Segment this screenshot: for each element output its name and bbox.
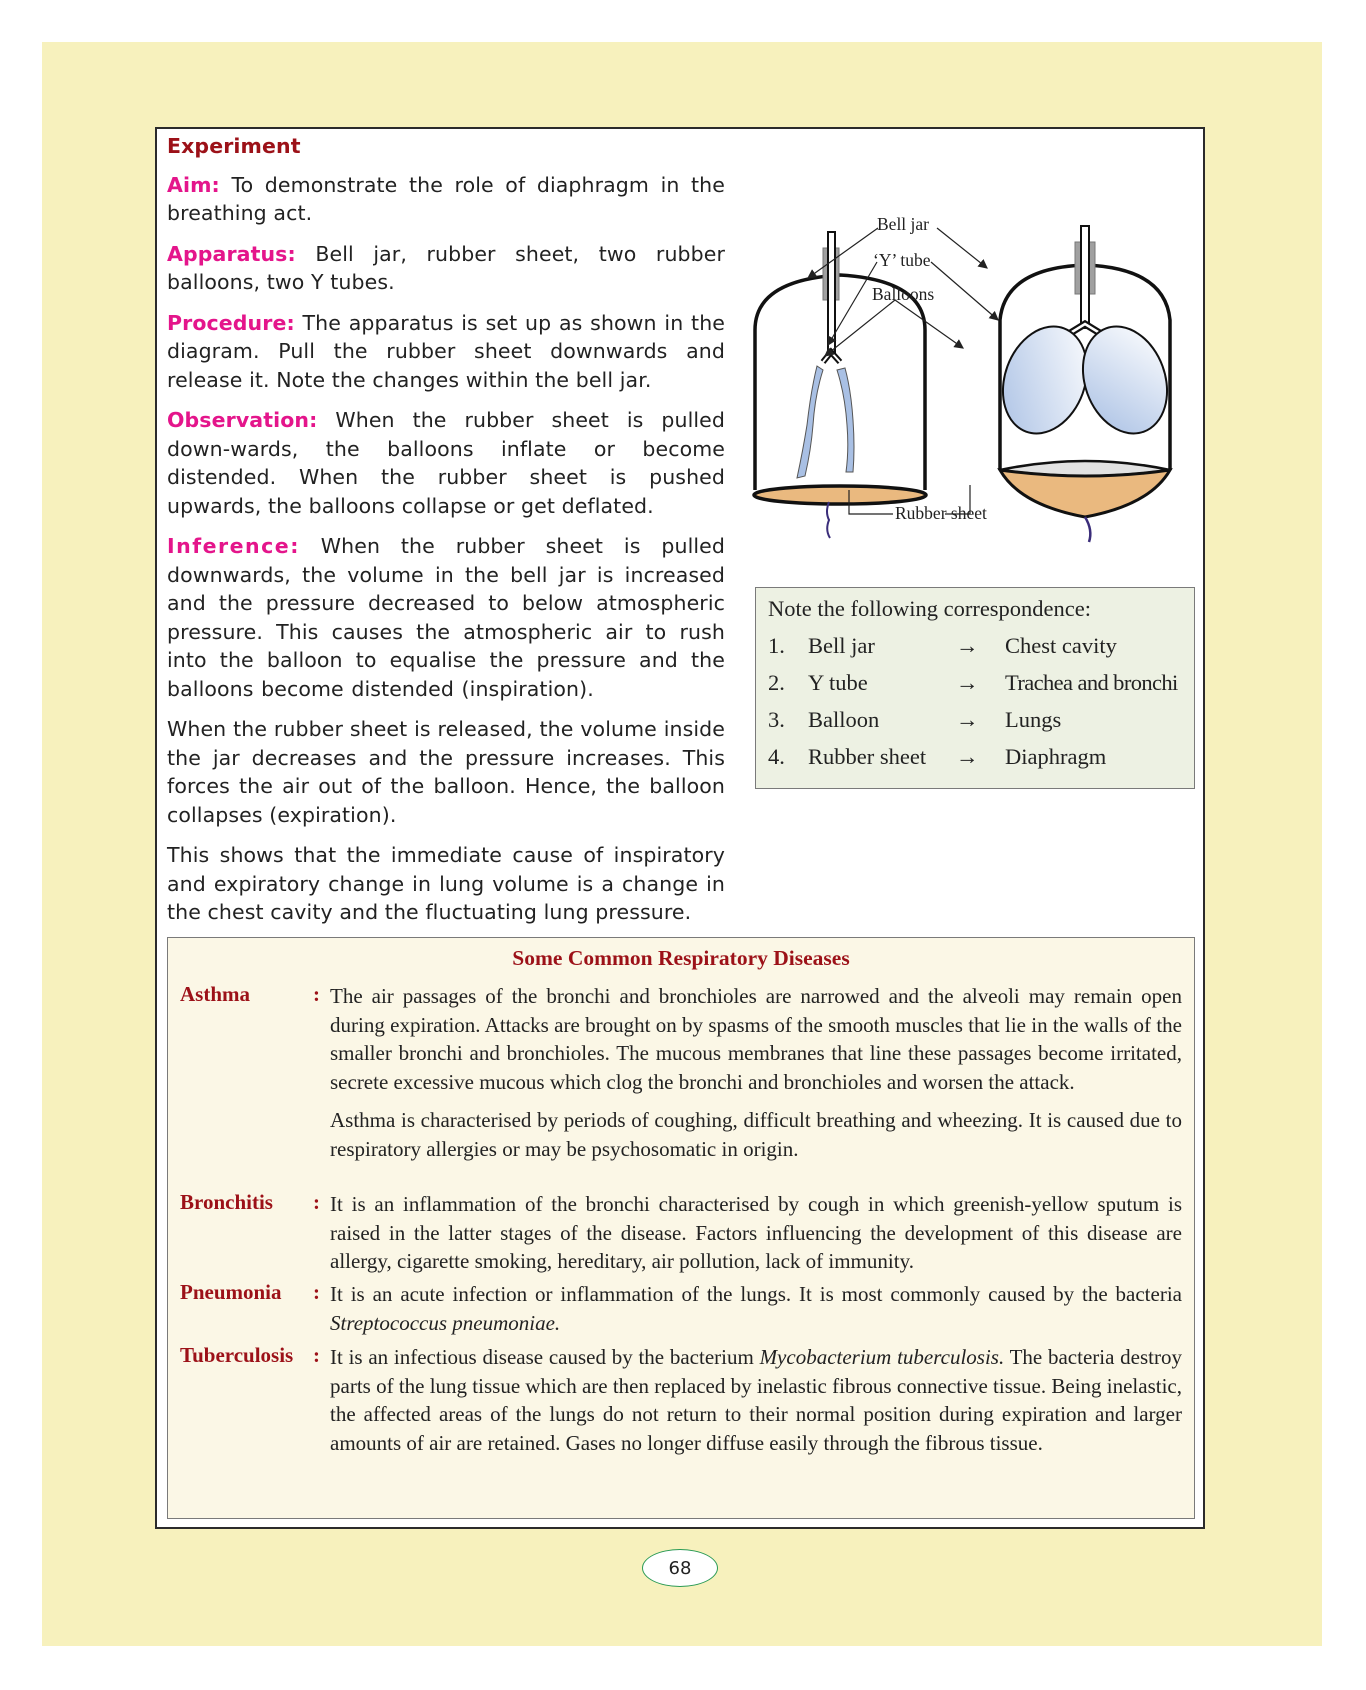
species-name: Mycobacterium tuberculosis. xyxy=(759,1345,1005,1369)
disease-name: Asthma xyxy=(180,982,251,1006)
description-text: It is an infectious disease caused by the bacterium xyxy=(330,1345,760,1369)
disease-name: Pneumonia xyxy=(180,1280,282,1304)
inference-text: When the rubber sheet is pulled downwards, the volume in the bell jar is increased and the pressure decreased to below atmospheric pressure. This causes the atmospheric air to rush into the balloon to equalise the pressure and the balloons become distended (inspiration). xyxy=(167,534,725,701)
disease-description xyxy=(330,982,1182,1173)
colon: : xyxy=(313,1280,320,1304)
disease-description xyxy=(330,1280,1182,1347)
row-number: 1. xyxy=(768,633,785,658)
observation-paragraph xyxy=(167,406,725,520)
disease-description xyxy=(330,1190,1182,1286)
aim-label: Aim: xyxy=(167,172,220,197)
release-paragraph: When the rubber sheet is released, the volume inside the jar decreases and the pressure increases. This forces the air out of the balloon. Hence, the balloon collapses (expiration). xyxy=(167,717,725,827)
observation-label: Observation: xyxy=(167,408,318,432)
row-target: Lungs xyxy=(1005,707,1062,732)
experiment-heading: Experiment xyxy=(167,134,301,158)
row-source: Bell jar xyxy=(808,633,875,658)
description-paragraph: It is an inflammation of the bronchi characterised by cough in which greenish-yellow sputum is raised in the latter stages of the disease. Factors influencing the development of this disease are allergy, cigarette smoking, hereditary, air pollution, lack of immunity. xyxy=(330,1192,1182,1273)
procedure-label: Procedure: xyxy=(167,310,295,335)
procedure-paragraph xyxy=(167,309,725,395)
row-source: Balloon xyxy=(808,707,880,732)
row-number: 2. xyxy=(768,670,785,695)
disease-name: Bronchitis xyxy=(180,1190,273,1214)
description-paragraph xyxy=(330,1343,1182,1457)
right-bell-jar xyxy=(989,226,1182,542)
correspondence-box xyxy=(755,587,1195,789)
conclusion-paragraph: This shows that the immediate cause of inspiratory and expiratory change in lung volume is a change in the chest cavity and the fluctuating lung pressure. xyxy=(167,843,725,924)
aim-text: To demonstrate the role of diaphragm in the breathing act. xyxy=(167,172,725,225)
description-text: The bacteria destroy parts of the lung tissue which are then replaced by inelastic fibrous connective tissue. Being inelastic, the affected areas of the lungs do not return to their normal position during expiration and larger amounts of air are retained. Gases no longer diffuse easily through the fibrous tissue. xyxy=(330,1345,1183,1455)
observation-text: When the rubber sheet is pulled down-wards, the balloons inflate or become distended. When the rubber sheet is pushed upwards, the balloons collapse or get deflated. xyxy=(167,408,725,518)
row-source: Rubber sheet xyxy=(808,744,927,769)
apparatus-paragraph xyxy=(167,240,725,297)
experiment-section xyxy=(167,132,725,939)
right-arrow-icon: → xyxy=(956,633,979,658)
right-arrow-icon: → xyxy=(956,744,979,769)
inference-paragraph xyxy=(167,532,725,703)
disease-description xyxy=(330,1343,1182,1467)
row-number: 3. xyxy=(768,707,785,732)
aim-paragraph xyxy=(167,171,725,228)
procedure-text: The apparatus is set up as shown in the diagram. Pull the rubber sheet downwards and release it. Note the changes within the bell jar. xyxy=(167,310,725,392)
correspondence-title: Note the following correspondence: xyxy=(768,596,1092,621)
left-bell-jar xyxy=(754,232,926,538)
row-number: 4. xyxy=(768,744,785,769)
respiratory-diseases-box xyxy=(167,937,1195,1519)
colon: : xyxy=(313,982,320,1006)
colon: : xyxy=(313,1190,320,1214)
description-paragraph xyxy=(330,1280,1182,1337)
diseases-title: Some Common Respiratory Diseases xyxy=(512,946,850,970)
label-bell-jar: Bell jar xyxy=(877,214,929,234)
right-arrow-icon: → xyxy=(956,670,979,695)
disease-name: Tuberculosis xyxy=(180,1343,294,1367)
colon: : xyxy=(313,1343,320,1367)
row-target: Diaphragm xyxy=(1005,744,1107,769)
label-balloons: Balloons xyxy=(872,284,935,304)
description-text: It is an acute infection or inflammation of the lungs. It is most commonly caused by the bacteria xyxy=(330,1282,1182,1306)
species-name: Streptococcus pneumoniae. xyxy=(330,1310,561,1335)
right-arrow-icon: → xyxy=(956,707,979,732)
page-number: 68 xyxy=(642,1549,718,1587)
description-paragraph: Asthma is characterised by periods of coughing, difficult breathing and wheezing. It is caused due to respiratory allergies or may be psychosomatic in origin. xyxy=(330,1108,1182,1161)
bell-jar-diagram xyxy=(745,214,1205,570)
label-rubber-sheet: Rubber sheet xyxy=(895,503,987,523)
apparatus-label: Apparatus: xyxy=(167,241,296,266)
description-paragraph: The air passages of the bronchi and bronchioles are narrowed and the alveoli may remain open during expiration. Attacks are brought on by spasms of the smooth muscles that lie in the walls of the smaller bronchi and bronchioles. The mucous membranes that line these passages become irritated, secrete excessive mucous which clog the bronchi and bronchioles and worsen the attack. xyxy=(330,984,1182,1094)
row-target: Trachea and bronchi xyxy=(1005,670,1178,695)
label-y-tube: ‘Y’ tube xyxy=(873,250,931,270)
row-target: Chest cavity xyxy=(1005,633,1117,658)
inference-label: Inference: xyxy=(167,534,300,558)
apparatus-text: Bell jar, rubber sheet, two rubber balloons, two Y tubes. xyxy=(167,241,725,294)
row-source: Y tube xyxy=(808,670,868,695)
